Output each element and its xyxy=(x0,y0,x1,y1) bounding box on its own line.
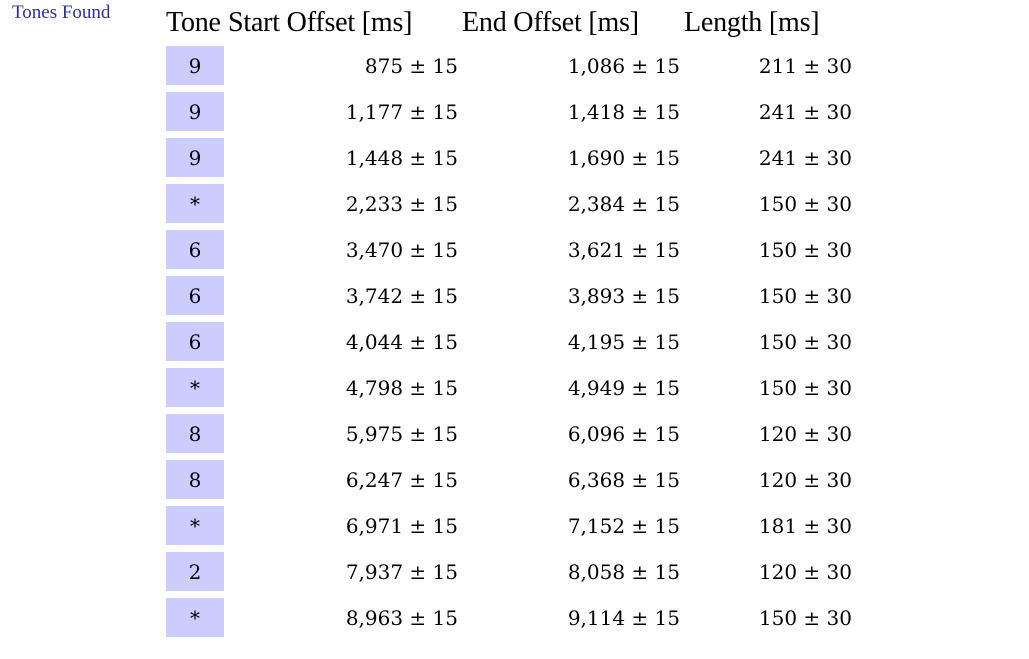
length-cell: 211 ± 30 xyxy=(758,53,852,78)
table-row xyxy=(166,230,852,269)
table-header-row xyxy=(166,7,852,39)
end-offset-cell: 3,621 ± 15 xyxy=(567,237,680,262)
start-offset-cell: 1,177 ± 15 xyxy=(345,99,458,124)
tones-table-body xyxy=(166,46,852,637)
tone-cell: 6 xyxy=(166,322,224,361)
tone-column-header: Tone xyxy=(166,7,221,38)
length-cell: 120 ± 30 xyxy=(758,467,852,492)
tone-cell: 6 xyxy=(166,230,224,269)
start-offset-column-header: Start Offset [ms] xyxy=(228,7,413,38)
start-offset-cell: 6,247 ± 15 xyxy=(345,467,458,492)
end-offset-cell: 8,058 ± 15 xyxy=(567,559,680,584)
start-offset-cell: 875 ± 15 xyxy=(364,53,458,78)
end-offset-cell: 3,893 ± 15 xyxy=(567,283,680,308)
length-cell: 241 ± 30 xyxy=(758,99,852,124)
length-cell: 150 ± 30 xyxy=(758,605,852,630)
length-cell: 150 ± 30 xyxy=(758,237,852,262)
length-cell: 150 ± 30 xyxy=(758,191,852,216)
end-offset-cell: 4,195 ± 15 xyxy=(567,329,680,354)
end-offset-cell: 6,096 ± 15 xyxy=(567,421,680,446)
length-cell: 241 ± 30 xyxy=(758,145,852,170)
table-row xyxy=(166,276,852,315)
start-offset-cell: 4,798 ± 15 xyxy=(345,375,458,400)
end-offset-cell: 4,949 ± 15 xyxy=(567,375,680,400)
length-cell: 150 ± 30 xyxy=(758,283,852,308)
start-offset-cell: 4,044 ± 15 xyxy=(345,329,458,354)
length-cell: 150 ± 30 xyxy=(758,375,852,400)
tone-cell: * xyxy=(166,368,224,407)
end-offset-cell: 1,418 ± 15 xyxy=(567,99,680,124)
end-offset-cell: 1,690 ± 15 xyxy=(567,145,680,170)
tone-cell: 6 xyxy=(166,276,224,315)
table-row xyxy=(166,184,852,223)
start-offset-cell: 5,975 ± 15 xyxy=(345,421,458,446)
end-offset-cell: 6,368 ± 15 xyxy=(567,467,680,492)
tone-cell: 9 xyxy=(166,46,224,85)
table-row xyxy=(166,598,852,637)
tone-cell: 2 xyxy=(166,552,224,591)
end-offset-cell: 7,152 ± 15 xyxy=(567,513,680,538)
start-offset-cell: 3,470 ± 15 xyxy=(345,237,458,262)
table-row xyxy=(166,552,852,591)
length-cell: 150 ± 30 xyxy=(758,329,852,354)
length-column-header: Length [ms] xyxy=(684,7,820,38)
tone-cell: 9 xyxy=(166,138,224,177)
tones-found-label: Tones Found xyxy=(12,2,111,23)
table-row xyxy=(166,506,852,545)
tone-cell: * xyxy=(166,598,224,637)
end-offset-column-header: End Offset [ms] xyxy=(462,7,639,38)
length-cell: 181 ± 30 xyxy=(758,513,852,538)
tone-cell: 8 xyxy=(166,414,224,453)
length-cell: 120 ± 30 xyxy=(758,421,852,446)
table-row xyxy=(166,368,852,407)
tone-cell: * xyxy=(166,506,224,545)
table-row xyxy=(166,92,852,131)
tone-cell: 9 xyxy=(166,92,224,131)
tone-cell: * xyxy=(166,184,224,223)
table-row xyxy=(166,46,852,85)
start-offset-cell: 3,742 ± 15 xyxy=(345,283,458,308)
start-offset-cell: 7,937 ± 15 xyxy=(345,559,458,584)
length-cell: 120 ± 30 xyxy=(758,559,852,584)
end-offset-cell: 9,114 ± 15 xyxy=(567,605,680,630)
table-row xyxy=(166,322,852,361)
start-offset-cell: 8,963 ± 15 xyxy=(345,605,458,630)
start-offset-cell: 1,448 ± 15 xyxy=(345,145,458,170)
tones-table xyxy=(162,0,856,644)
tone-cell: 8 xyxy=(166,460,224,499)
table-row xyxy=(166,460,852,499)
start-offset-cell: 2,233 ± 15 xyxy=(345,191,458,216)
start-offset-cell: 6,971 ± 15 xyxy=(345,513,458,538)
end-offset-cell: 2,384 ± 15 xyxy=(567,191,680,216)
end-offset-cell: 1,086 ± 15 xyxy=(567,53,680,78)
table-row xyxy=(166,414,852,453)
table-row xyxy=(166,138,852,177)
